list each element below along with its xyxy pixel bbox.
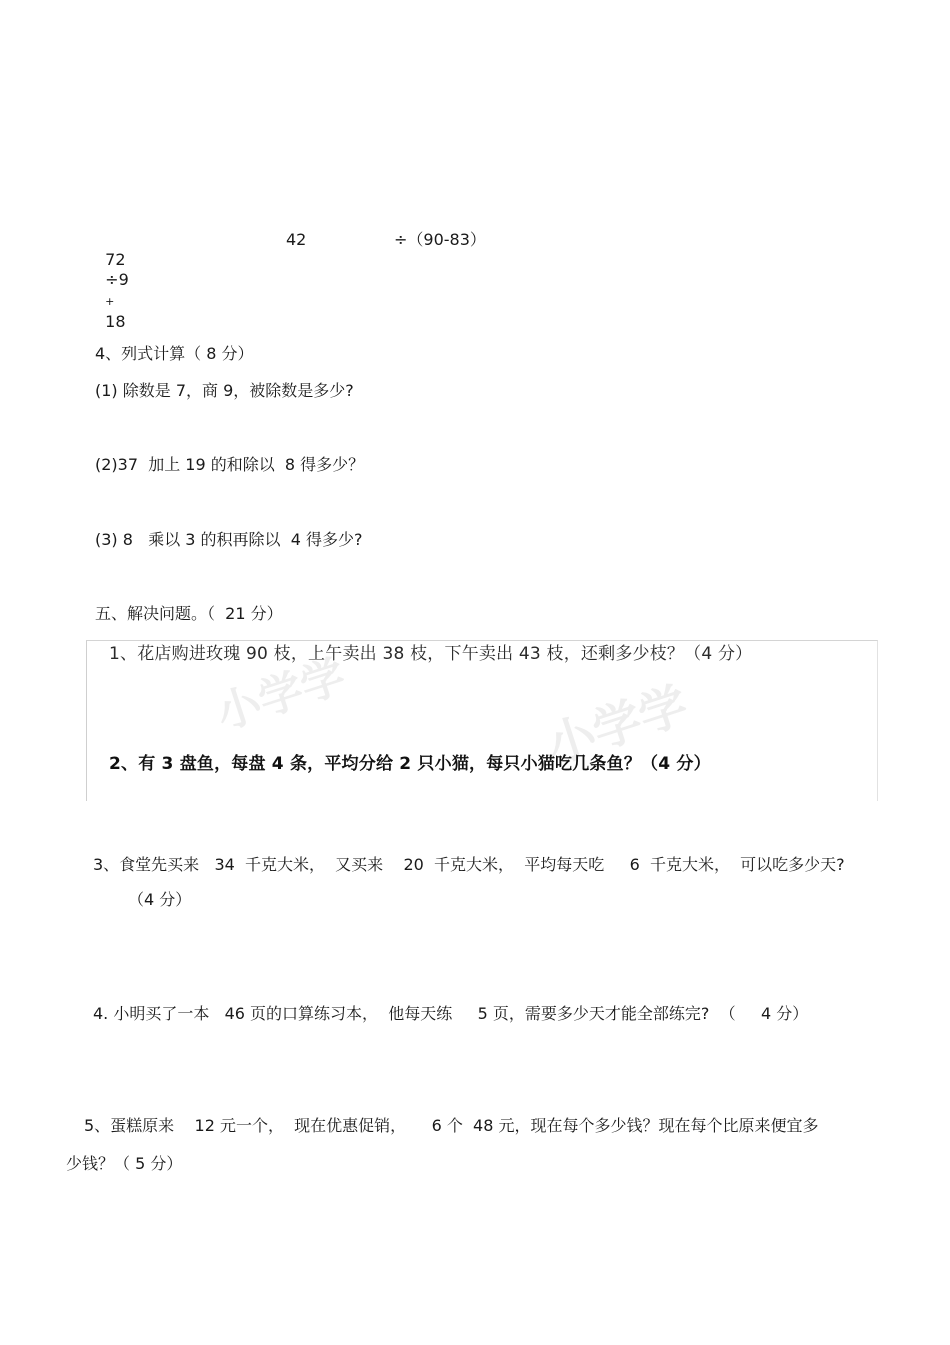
expression-1 — [95, 230, 129, 332]
scanned-problem-image — [86, 640, 878, 801]
problem-5-line-2: 少钱？（ 5 分） — [66, 1154, 183, 1173]
scanned-problem-2: 2、有 3 盘鱼，每盘 4 条，平均分给 2 只小猫，每只小猫吃几条鱼？（4 分） — [109, 754, 711, 774]
expression-1-addend: 18 — [105, 312, 126, 331]
section-5-heading: 五、解决问题。（ 21 分） — [95, 604, 283, 623]
section-4-question-3: (3) 8 乘以 3 的积再除以 4 得多少? — [95, 530, 363, 549]
problem-5-line-1: 5、蛋糕原来 12 元一个， 现在优惠促销， 6 个 48 元，现在每个多少钱？现在每个比原来便宜多 — [84, 1116, 819, 1135]
section-4-question-1: (1) 除数是 7，商 9，被除数是多少? — [95, 381, 354, 400]
expression-2-divisor: ÷（90-83） — [394, 230, 486, 249]
scanned-problem-1: 1、花店购进玫瑰 90 枝，上午卖出 38 枝，下午卖出 43 枝，还剩多少枝？（4 分） — [109, 644, 753, 664]
problem-3-line-2: （4 分） — [128, 890, 192, 909]
problem-3-line-1: 3、食堂先买来 34 千克大米， 又买来 20 千克大米， 平均每天吃 6 千克大米， 可以吃多少天? — [93, 855, 845, 874]
expression-1-plus: + — [105, 295, 115, 308]
section-4-heading: 4、列式计算（ 8 分） — [95, 344, 254, 363]
section-4-question-2: (2)37 加上 19 的和除以 8 得多少？ — [95, 455, 365, 474]
problem-4: 4. 小明买了一本 46 页的口算练习本， 他每天练 5 页，需要多少天才能全部练完? （ 4 分） — [93, 1004, 809, 1023]
watermark-left: 小学学 — [210, 650, 352, 740]
expression-1-divide: ÷9 — [105, 270, 129, 289]
watermark-right: 小学学 — [540, 676, 695, 775]
expression-2-number: 42 — [286, 230, 307, 249]
expression-1-number: 72 — [105, 250, 126, 269]
